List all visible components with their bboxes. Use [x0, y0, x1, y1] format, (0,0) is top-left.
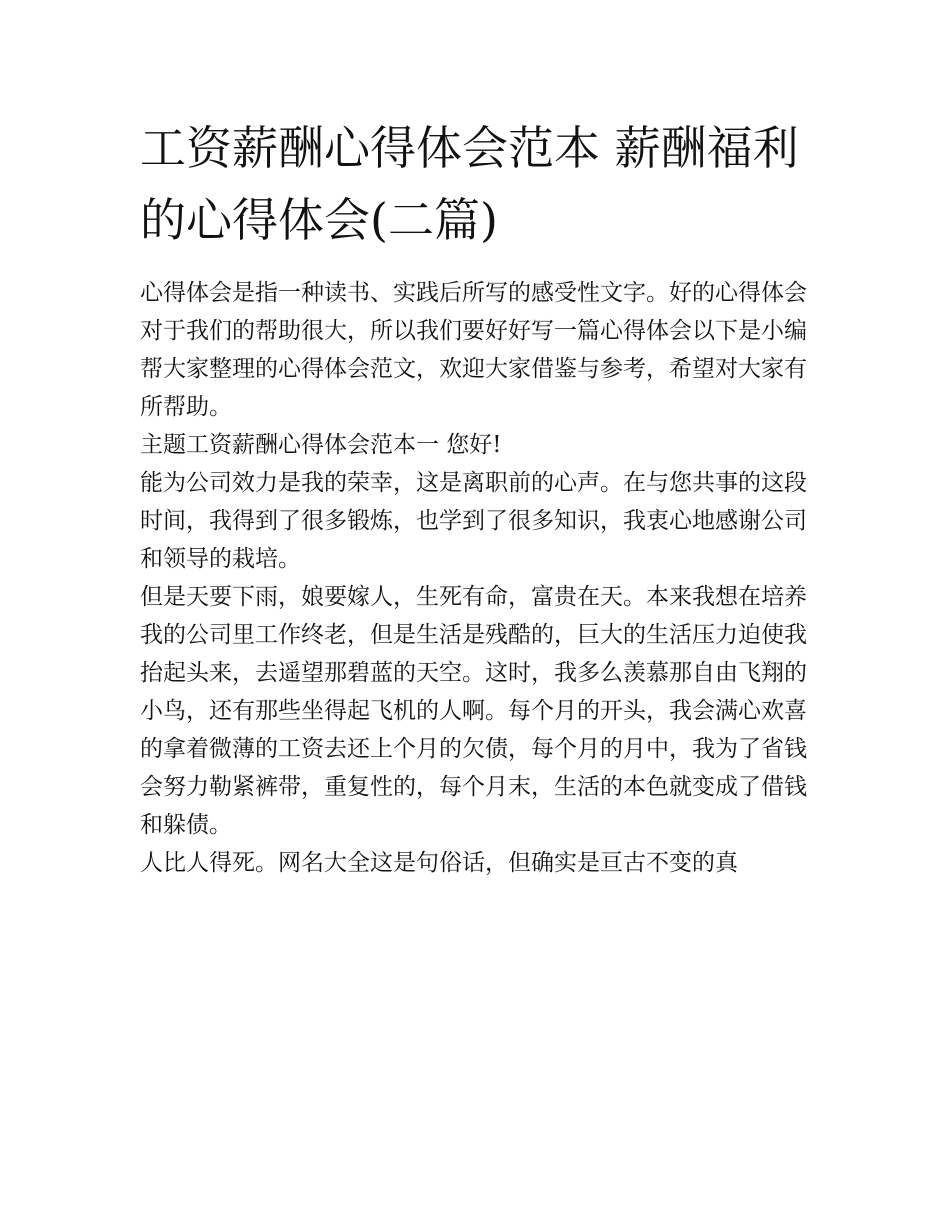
paragraph-gratitude: 能为公司效力是我的荣幸，这是离职前的心声。在与您共事的这段时间，我得到了很多锻炼，也学到了很多知识，我衷心地感谢公司和领导的栽培。 [140, 470, 807, 572]
document-page [140, 112, 812, 882]
paragraph-subject: 主题工资薪酬心得体会范本一 您好! [140, 432, 502, 458]
paragraph-intro: 心得体会是指一种读书、实践后所写的感受性文字。好的心得体会对于我们的帮助很大，所以我们要好好写一篇心得体会以下是小编帮大家整理的心得体会范文，欢迎大家借鉴与参考，希望对大家有所帮助。 [140, 280, 807, 420]
document-title: 工资薪酬心得体会范本 薪酬福利的心得体会(二篇) [140, 121, 799, 247]
paragraph-comparison: 人比人得死。网名大全这是句俗话，但确实是亘古不变的真 [140, 850, 738, 876]
paragraph-life-pressure: 但是天要下雨，娘要嫁人，生死有命，富贵在天。本来我想在培养我的公司里工作终老，但是生活是残酷的，巨大的生活压力迫使我抬起头来，去遥望那碧蓝的天空。这时，我多么羡慕那自由飞翔的小鸟，还有那些坐得起飞机的人啊。每个月的开头，我会满心欢喜的拿着微薄的工资去还上个月的欠债，每个月的月中，我为了省钱会努力勒紧裤带，重复性的，每个月末，生活的本色就变成了借钱和躲债。 [140, 584, 807, 838]
